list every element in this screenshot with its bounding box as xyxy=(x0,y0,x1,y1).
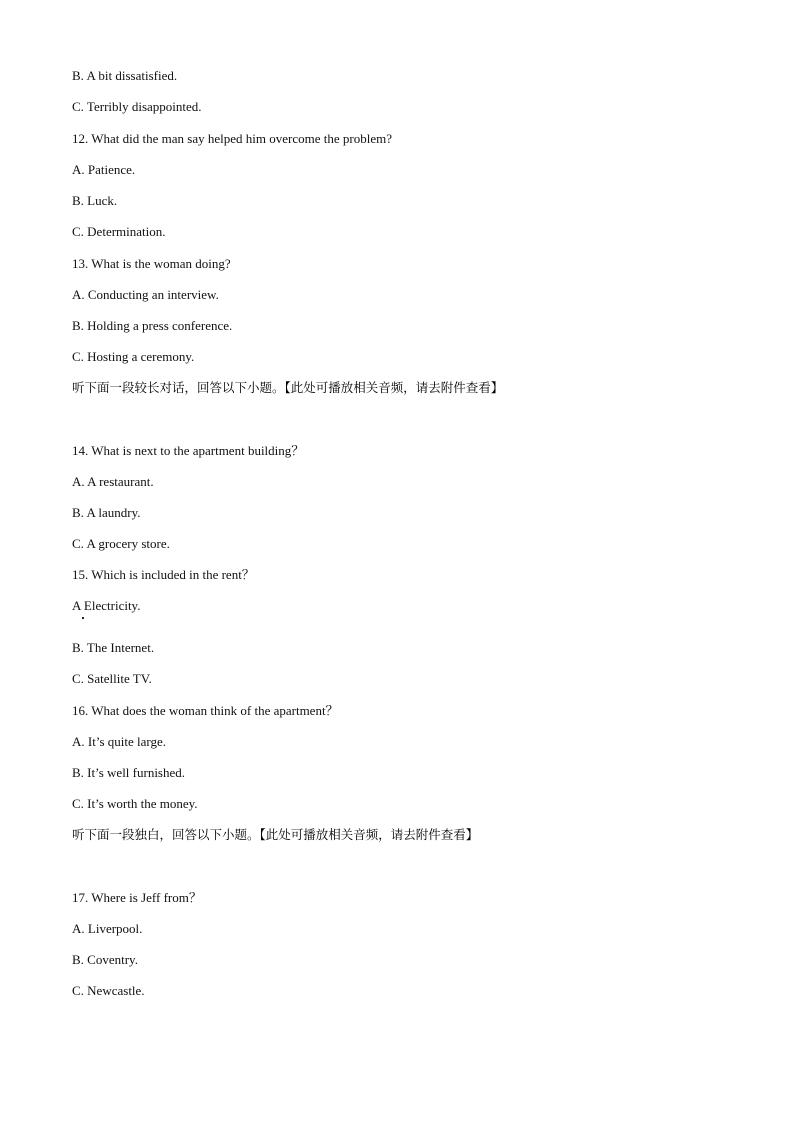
q17-option-b: B. Coventry. xyxy=(72,952,138,967)
q16-option-c: C. It’s worth the money. xyxy=(72,796,198,811)
q15-option-b: B. The Internet. xyxy=(72,640,155,655)
q16-option-a: A. It’s quite large. xyxy=(72,734,166,749)
q17-option-c: C. Newcastle. xyxy=(72,983,145,998)
question-16: 16. What does the woman think of the apartment？ xyxy=(72,703,339,718)
question-17: 17. Where is Jeff from？ xyxy=(72,890,202,905)
q12-option-c: C. Determination. xyxy=(72,224,166,239)
q12-option-a: A. Patience. xyxy=(72,162,136,177)
q15-option-a: A Electricity. xyxy=(72,598,141,613)
q14-option-c: C. A grocery store. xyxy=(72,536,170,551)
q11-option-b: B. A bit dissatisfied. xyxy=(72,68,178,83)
question-12: 12. What did the man say helped him overcome the problem? xyxy=(72,131,392,146)
section-instruction-monologue: 听下面一段独白，回答以下小题。【此处可播放相关音频，请去附件查看】 xyxy=(72,827,479,842)
q13-option-a: A. Conducting an interview. xyxy=(72,287,219,302)
q14-option-b: B. A laundry. xyxy=(72,505,141,520)
q15-option-c: C. Satellite TV. xyxy=(72,671,152,686)
stray-period-mark xyxy=(82,617,84,619)
q11-option-c: C. Terribly disappointed. xyxy=(72,99,202,114)
section-instruction-dialogue: 听下面一段较长对话，回答以下小题。【此处可播放相关音频，请去附件查看】 xyxy=(72,380,504,395)
q17-option-a: A. Liverpool. xyxy=(72,921,143,936)
q14-option-a: A. A restaurant. xyxy=(72,474,154,489)
q13-option-c: C. Hosting a ceremony. xyxy=(72,349,195,364)
question-13: 13. What is the woman doing? xyxy=(72,256,231,271)
q13-option-b: B. Holding a press conference. xyxy=(72,318,233,333)
question-14: 14. What is next to the apartment building？ xyxy=(72,443,305,458)
q12-option-b: B. Luck. xyxy=(72,193,118,208)
question-15: 15. Which is included in the rent？ xyxy=(72,567,255,582)
q16-option-b: B. It’s well furnished. xyxy=(72,765,186,780)
